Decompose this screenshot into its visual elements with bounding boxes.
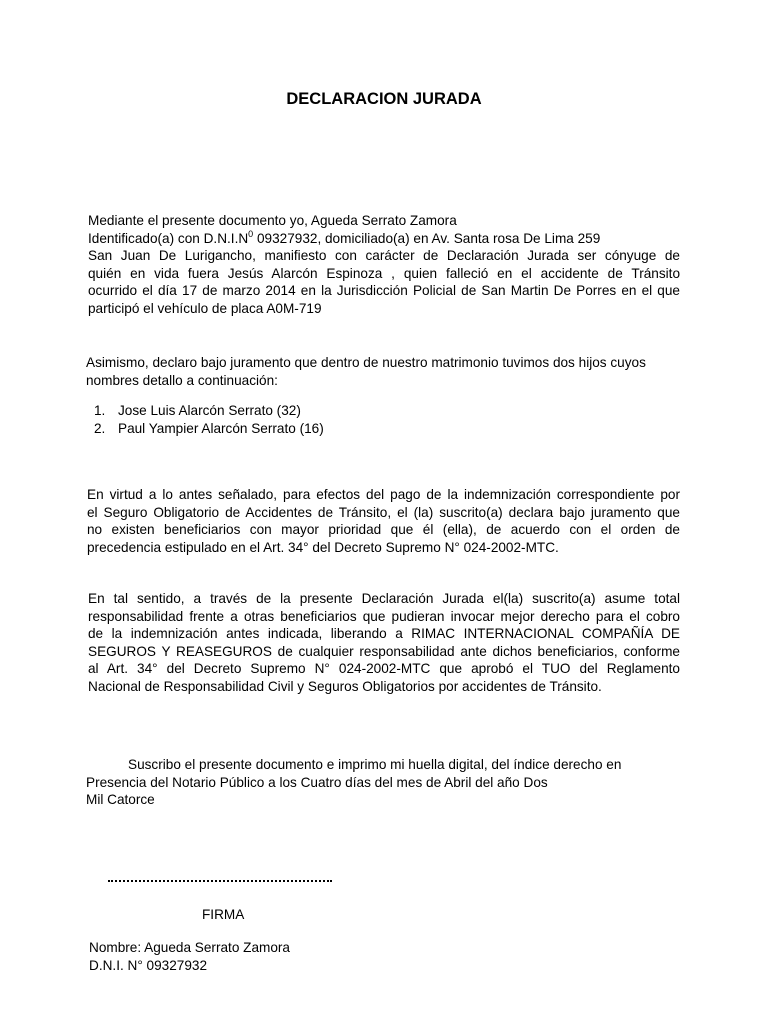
list-item xyxy=(94,402,324,420)
children-line-1: Asimismo, declaro bajo juramento que dentro de nuestro matrimonio tuvimos dos hijos cuyos xyxy=(86,355,646,370)
virtue-line-1: En virtud a lo antes señalado, para efectos del pago de la indemnización correspondiente por xyxy=(87,487,680,502)
signature-line xyxy=(108,880,332,882)
document-title: DECLARACION JURADA xyxy=(286,90,482,108)
intro-line-4: quién en vida fuera Jesús Alarcón Espinoza , quien falleció en el accidente de Tránsito xyxy=(88,265,680,281)
intro-line-1: Mediante el presente documento yo, Agueda Serrato Zamora xyxy=(88,213,457,228)
intro-line-6: participó el vehículo de placa A0M-719 xyxy=(88,300,322,316)
signer-id: D.N.I. N° 09327932 xyxy=(89,957,208,973)
list-item-text: Paul Yampier Alarcón Serrato (16) xyxy=(118,420,324,436)
children-list xyxy=(94,402,324,437)
responsibility-line-2: responsabilidad frente a otras beneficiarios que pudieran invocar mejor derecho para el cobro xyxy=(88,608,680,624)
intro-superscript: 0 xyxy=(248,228,254,239)
signing-line-1: Suscribo el presente documento e imprimo mi huella digital, del índice derecho en xyxy=(128,757,622,772)
signing-line-3: Mil Catorce xyxy=(86,792,155,807)
children-line-2: nombres detallo a continuación: xyxy=(86,372,278,388)
intro-line-3: San Juan De Lurigancho, manifiesto con carácter de Declaración Jurada ser cónyuge de xyxy=(88,248,680,263)
intro-line-2b: 09327932, domiciliado(a) en Av. Santa rosa De Lima 259 xyxy=(253,230,601,246)
list-item xyxy=(94,420,324,438)
signer-info xyxy=(89,939,489,974)
intro-line-2a: Identificado(a) con D.N.I.N xyxy=(88,230,249,246)
virtue-line-2: el Seguro Obligatorio de Accidentes de Tránsito, el (la) suscrito(a) declara bajo juramento que xyxy=(87,504,680,520)
children-paragraph xyxy=(86,354,680,389)
responsibility-line-4: SEGUROS Y REASEGUROS de cualquier responsabilidad ante dichos beneficiarios, conforme xyxy=(88,643,680,659)
responsibility-paragraph xyxy=(88,590,680,695)
virtue-line-3: no existen beneficiarios con mayor prioridad que él (ella), de acuerdo con el orden de xyxy=(87,522,680,537)
list-item-number: 2. xyxy=(94,420,106,436)
signing-paragraph xyxy=(86,756,646,809)
signer-name: Nombre: Agueda Serrato Zamora xyxy=(89,940,290,955)
virtue-line-4: precedencia estipulado en el Art. 34° del Decreto Supremo N° 024-2002-MTC. xyxy=(87,539,559,555)
signature-label: FIRMA xyxy=(202,907,245,922)
intro-line-2 xyxy=(88,230,680,248)
list-item-number: 1. xyxy=(94,403,106,418)
list-item-text: Jose Luis Alarcón Serrato (32) xyxy=(118,403,301,418)
intro-paragraph xyxy=(88,212,680,317)
virtue-paragraph xyxy=(87,486,680,556)
signing-line-2: Presencia del Notario Público a los Cuatro días del mes de Abril del año Dos xyxy=(86,774,548,790)
responsibility-line-5: al Art. 34° del Decreto Supremo N° 024-2002-MTC que aprobó el TUO del Reglamento xyxy=(88,661,680,676)
intro-line-5: ocurrido el día 17 de marzo 2014 en la Jurisdicción Policial de San Martin De Porres en el que xyxy=(88,283,680,298)
responsibility-line-6: Nacional de Responsabilidad Civil y Seguros Obligatorios por accidentes de Tránsito. xyxy=(88,678,602,694)
responsibility-line-3: de la indemnización antes indicada, liberando a RIMAC INTERNACIONAL COMPAÑÍA DE xyxy=(88,626,680,641)
responsibility-line-1: En tal sentido, a través de la presente Declaración Jurada el(la) suscrito(a) asume total xyxy=(88,591,680,606)
